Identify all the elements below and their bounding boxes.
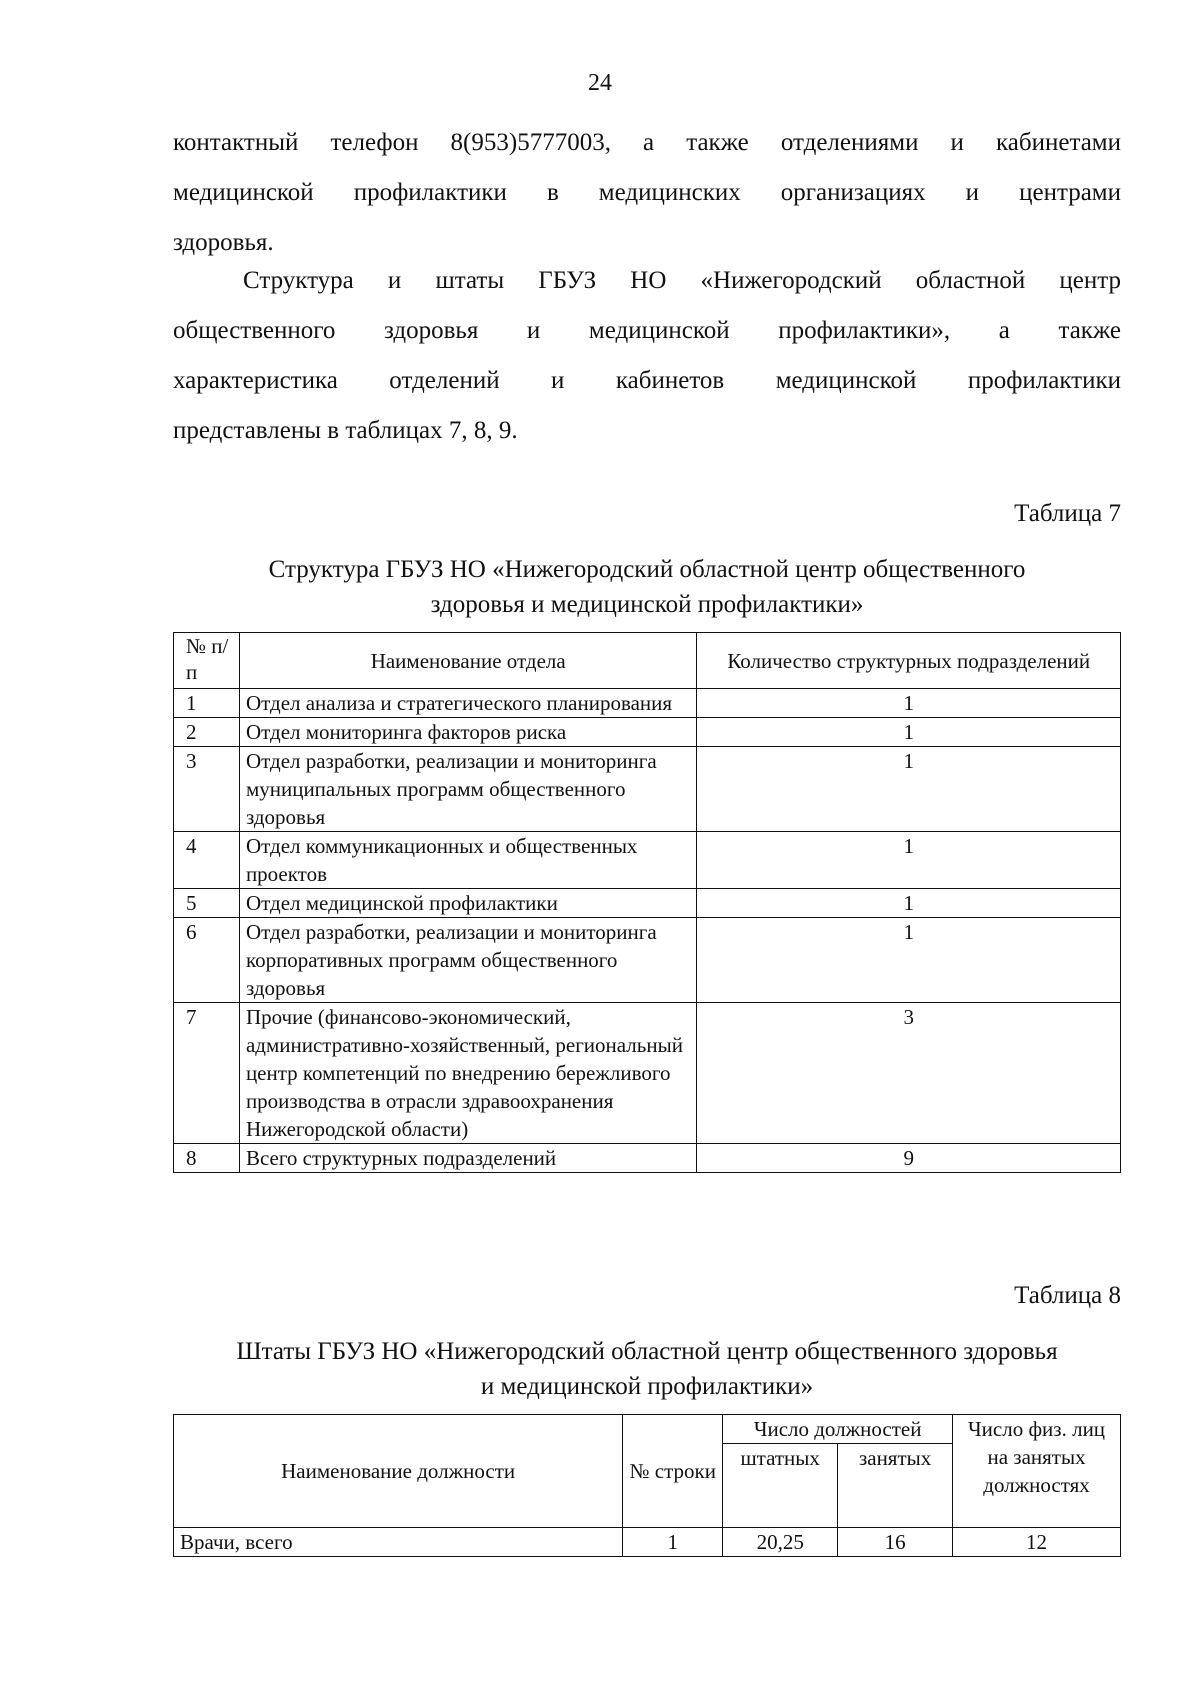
row-count: 1 <box>697 918 1121 1003</box>
table-row-total <box>174 1144 1121 1173</box>
header-name: Наименование отдела <box>239 633 697 689</box>
table-header-row <box>174 633 1121 689</box>
row-num: 6 <box>174 918 240 1003</box>
row-count: 1 <box>697 747 1121 832</box>
intro-paragraph-2 <box>173 256 1121 456</box>
row-num: 1 <box>174 689 240 718</box>
header-staff: штатных <box>723 1444 838 1528</box>
header-positions-group: Число должностей <box>723 1415 953 1444</box>
caption-line: здоровья и медицинской профилактики» <box>430 591 864 618</box>
table-row <box>174 1003 1121 1144</box>
row-count: 1 <box>697 718 1121 747</box>
row-occupied: 16 <box>838 1528 953 1557</box>
caption-line: Штаты ГБУЗ НО «Нижегородский областной центр общественного здоровья <box>236 1338 1058 1365</box>
row-name: Прочие (финансово-экономический, административно-хозяйственный, региональный центр компетенций по внедрению бережливого производства в отрасли здравоохранения Нижегородской области) <box>239 1003 697 1144</box>
row-name: Отдел разработки, реализации и мониторинга корпоративных программ общественного здоровья <box>239 918 697 1003</box>
table-row <box>174 747 1121 832</box>
row-num: 4 <box>174 832 240 889</box>
row-count: 1 <box>697 689 1121 718</box>
row-persons: 12 <box>953 1528 1121 1557</box>
header-position: Наименование должности <box>174 1415 623 1528</box>
caption-line: Структура ГБУЗ НО «Нижегородский областной центр общественного <box>268 556 1026 583</box>
text-line: Структура и штаты ГБУЗ НО «Нижегородский областной центр <box>243 267 1121 294</box>
row-name: Всего структурных подразделений <box>239 1144 697 1173</box>
row-num: 2 <box>174 718 240 747</box>
row-num: 5 <box>174 889 240 918</box>
header-occupied: занятых <box>838 1444 953 1528</box>
header-row-num: № строки <box>623 1415 723 1528</box>
row-num: 3 <box>174 747 240 832</box>
row-staff: 20,25 <box>723 1528 838 1557</box>
table7 <box>173 632 1121 1173</box>
text-line: общественного здоровья и медицинской профилактики», а также <box>173 317 1121 344</box>
caption-line: и медицинской профилактики» <box>480 1373 814 1400</box>
table-row <box>174 718 1121 747</box>
row-count: 1 <box>697 889 1121 918</box>
header-num: № п/п <box>174 633 240 689</box>
row-count: 1 <box>697 832 1121 889</box>
row-num: 8 <box>174 1144 240 1173</box>
row-name: Отдел медицинской профилактики <box>239 889 697 918</box>
table8-label: Таблица 8 <box>1014 1282 1121 1309</box>
table-row <box>174 918 1121 1003</box>
header-count: Количество структурных подразделений <box>697 633 1121 689</box>
row-name: Отдел анализа и стратегического планирования <box>239 689 697 718</box>
row-name: Отдел коммуникационных и общественных проектов <box>239 832 697 889</box>
text-line: медицинской профилактики в медицинских организациях и центрами <box>173 179 1121 206</box>
row-name: Отдел мониторинга факторов риска <box>239 718 697 747</box>
text-line: представлены в таблицах 7, 8, 9. <box>173 417 518 444</box>
table-row <box>174 1528 1121 1557</box>
table8 <box>173 1414 1121 1557</box>
table7-caption <box>173 552 1121 622</box>
table-row <box>174 689 1121 718</box>
text-line: здоровья. <box>173 229 274 256</box>
table7-label: Таблица 7 <box>1014 500 1121 527</box>
row-position: Врачи, всего <box>174 1528 623 1557</box>
table-row <box>174 832 1121 889</box>
text-line: характеристика отделений и кабинетов медицинской профилактики <box>173 367 1121 394</box>
row-num: 7 <box>174 1003 240 1144</box>
table8-caption <box>173 1334 1121 1404</box>
table-row <box>174 889 1121 918</box>
table-header-row <box>174 1415 1121 1444</box>
page-number: 24 <box>588 70 612 96</box>
intro-paragraph-1 <box>173 118 1121 268</box>
header-persons: Число физ. лиц на занятых должностях <box>953 1415 1121 1528</box>
text-line: контактный телефон 8(953)5777003, а также отделениями и кабинетами <box>173 129 1121 156</box>
row-count: 9 <box>697 1144 1121 1173</box>
row-count: 3 <box>697 1003 1121 1144</box>
row-num: 1 <box>623 1528 723 1557</box>
row-name: Отдел разработки, реализации и мониторинга муниципальных программ общественного здоровья <box>239 747 697 832</box>
